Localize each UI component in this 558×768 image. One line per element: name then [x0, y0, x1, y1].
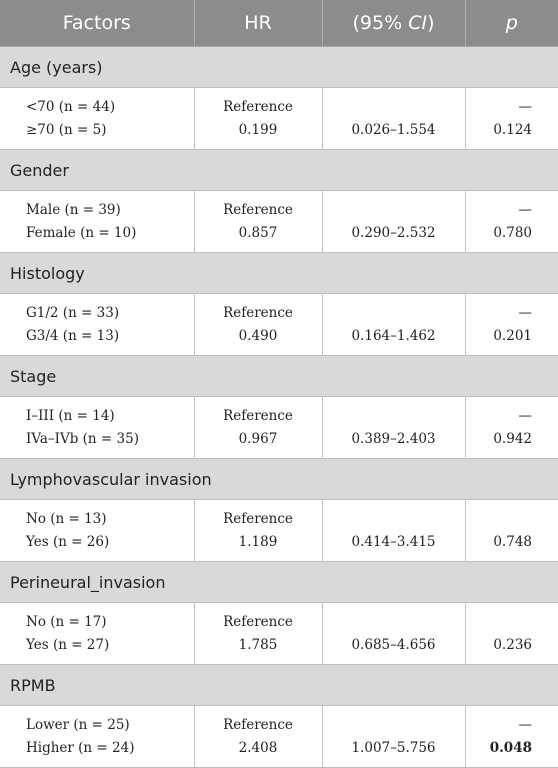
hr-cell — [194, 397, 322, 459]
p-value: 0.236 — [493, 636, 532, 653]
hr-value: Reference — [223, 98, 293, 115]
p-value: — — [518, 98, 532, 115]
ci-value: 0.389–2.403 — [351, 430, 436, 447]
group-row — [0, 150, 558, 191]
p-cell — [465, 294, 558, 356]
hr-cell — [194, 500, 322, 562]
ci-value — [323, 405, 465, 428]
factor-cell — [0, 397, 194, 459]
group-row — [0, 356, 558, 397]
p-value: 0.201 — [493, 327, 532, 344]
header-ci-prefix: (95% — [352, 12, 409, 34]
header-hr: HR — [194, 0, 322, 47]
hr-value: 0.199 — [238, 121, 278, 138]
factor-value: Male (n = 39) — [26, 201, 121, 218]
table-row — [0, 88, 558, 150]
hr-cell — [194, 706, 322, 768]
header-p-label: p — [505, 12, 518, 34]
hr-cell — [194, 603, 322, 665]
ci-value — [323, 302, 465, 325]
p-value — [466, 508, 533, 531]
table-row — [0, 191, 558, 253]
hr-value: Reference — [223, 407, 293, 424]
factor-value: <70 (n = 44) — [26, 98, 116, 115]
factor-value: G3/4 (n = 13) — [26, 327, 120, 344]
p-cell — [465, 603, 558, 665]
p-value: 0.748 — [493, 533, 532, 550]
ci-value — [323, 199, 465, 222]
ci-cell — [322, 294, 465, 356]
group-title: Histology — [0, 253, 558, 294]
ci-value: 0.026–1.554 — [351, 121, 436, 138]
table-row — [0, 603, 558, 665]
p-cell — [465, 397, 558, 459]
hr-value: 1.785 — [238, 636, 278, 653]
table-row — [0, 294, 558, 356]
group-row — [0, 459, 558, 500]
ci-value — [323, 508, 465, 531]
hr-cell — [194, 294, 322, 356]
factor-value: Higher (n = 24) — [26, 739, 135, 756]
hr-value: Reference — [223, 613, 293, 630]
p-cell — [465, 191, 558, 253]
factor-cell — [0, 191, 194, 253]
p-value: — — [518, 716, 532, 733]
p-value: 0.780 — [493, 224, 532, 241]
ci-value: 1.007–5.756 — [351, 739, 436, 756]
factor-value: I–III (n = 14) — [26, 407, 115, 424]
factor-cell — [0, 500, 194, 562]
header-ci — [322, 0, 465, 47]
factor-cell — [0, 294, 194, 356]
p-value: 0.048 — [489, 739, 532, 756]
table-row — [0, 397, 558, 459]
p-value: — — [518, 407, 532, 424]
hr-value: 1.189 — [238, 533, 278, 550]
table-row — [0, 500, 558, 562]
p-cell — [465, 88, 558, 150]
group-title: Stage — [0, 356, 558, 397]
factor-value: Yes (n = 27) — [26, 636, 110, 653]
factor-value: ≥70 (n = 5) — [26, 121, 107, 138]
group-row — [0, 562, 558, 603]
p-cell — [465, 500, 558, 562]
group-title: Perineural_invasion — [0, 562, 558, 603]
hr-cell — [194, 88, 322, 150]
header-ci-italic: CI — [408, 12, 428, 34]
factor-cell — [0, 603, 194, 665]
ci-cell — [322, 191, 465, 253]
ci-value: 0.414–3.415 — [351, 533, 436, 550]
group-title: RPMB — [0, 665, 558, 706]
ci-cell — [322, 603, 465, 665]
ci-cell — [322, 397, 465, 459]
header-factors: Factors — [0, 0, 194, 47]
factor-value: Yes (n = 26) — [26, 533, 110, 550]
factor-value: Lower (n = 25) — [26, 716, 130, 733]
header-p — [465, 0, 558, 47]
table-row — [0, 706, 558, 768]
hr-value: Reference — [223, 304, 293, 321]
group-row — [0, 47, 558, 88]
hr-cell — [194, 191, 322, 253]
factor-value: IVa–IVb (n = 35) — [26, 430, 139, 447]
ci-value — [323, 611, 465, 634]
p-value: — — [518, 201, 532, 218]
p-value: — — [518, 304, 532, 321]
ci-value — [323, 714, 465, 737]
p-cell — [465, 706, 558, 768]
hr-value: 2.408 — [238, 739, 278, 756]
ci-cell — [322, 706, 465, 768]
factor-value: No (n = 17) — [26, 613, 107, 630]
p-value: 0.124 — [493, 121, 532, 138]
header-ci-suffix: ) — [427, 12, 435, 34]
ci-cell — [322, 500, 465, 562]
factor-value: G1/2 (n = 33) — [26, 304, 120, 321]
hr-value: 0.490 — [238, 327, 278, 344]
ci-value: 0.685–4.656 — [351, 636, 436, 653]
hr-value: 0.857 — [238, 224, 278, 241]
hr-value: Reference — [223, 510, 293, 527]
p-value: 0.942 — [493, 430, 532, 447]
hr-value: Reference — [223, 716, 293, 733]
factor-cell — [0, 706, 194, 768]
ci-value — [323, 96, 465, 119]
ci-cell — [322, 88, 465, 150]
table-body — [0, 47, 558, 768]
ci-value: 0.164–1.462 — [351, 327, 436, 344]
group-title: Age (years) — [0, 47, 558, 88]
group-row — [0, 665, 558, 706]
factor-value: Female (n = 10) — [26, 224, 137, 241]
p-value — [466, 611, 533, 634]
factor-cell — [0, 88, 194, 150]
factor-value: No (n = 13) — [26, 510, 107, 527]
ci-value: 0.290–2.532 — [351, 224, 436, 241]
header-row — [0, 0, 558, 47]
hr-value: Reference — [223, 201, 293, 218]
group-row — [0, 253, 558, 294]
group-title: Gender — [0, 150, 558, 191]
group-title: Lymphovascular invasion — [0, 459, 558, 500]
hr-value: 0.967 — [238, 430, 278, 447]
